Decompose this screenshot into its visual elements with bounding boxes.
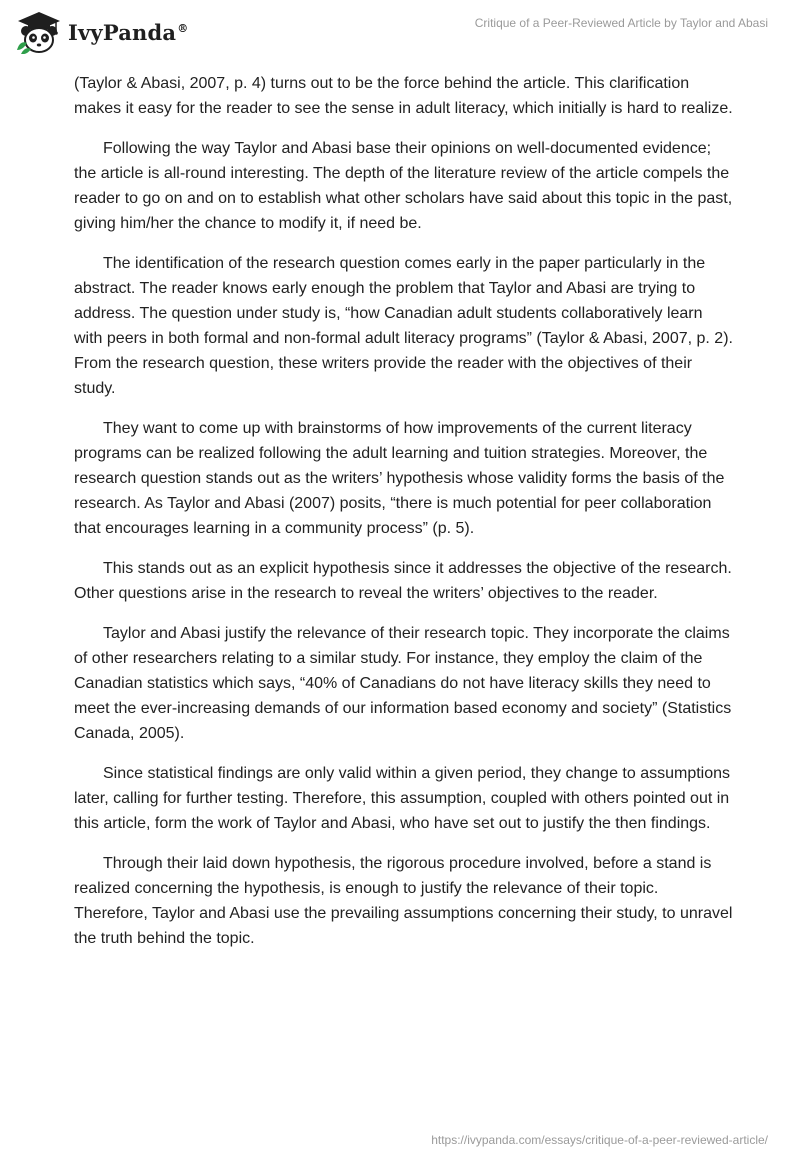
paragraph: Since statistical findings are only valid within a given period, they change to assumptions later, calling for further testing. Therefore, this assumption, coupled with others pointed out in this article, form the work of Taylor and Abasi, who have set out to justify the then findings. [74, 765, 731, 832]
panda-graduate-icon [14, 10, 64, 54]
paragraph: The identification of the research question comes early in the paper particularly in the abstract. The reader knows early enough the problem that Taylor and Abasi are trying to address. The question under study is, “how Canadian adult students collaboratively learn with peers in both formal and non-formal adult literacy programs” (Taylor & Abasi, 2007, p. 2). From the research question, these writers provide the reader with the objectives of their study. [74, 255, 733, 397]
paragraph: They want to come up with brainstorms of how improvements of the current literacy programs can be realized following the adult learning and tuition strategies. Moreover, the research question stands out as the writers’ hypothesis whose validity forms the basis of the research. As Taylor and Abasi (2007) posits, “there is much potential for peer collaboration that encourages learning in a community process” (p. 5). [74, 420, 725, 537]
logo-wordmark: IvyPanda® [68, 19, 189, 45]
paragraph: Taylor and Abasi justify the relevance of their research topic. They incorporate the claims of other researchers relating to a similar study. For instance, they employ the claim of the Canadian statistics which says, “40% of Canadians do not have literacy skills they need to meet the ever-increasing demands of our information based economy and society” (Statistics Canada, 2005). [74, 625, 732, 742]
page-header [0, 0, 800, 60]
essay-body [74, 71, 734, 966]
source-url-link[interactable]: https://ivypanda.com/essays/critique-of-a-peer-reviewed-article/ [431, 1133, 768, 1147]
paragraph: Following the way Taylor and Abasi base their opinions on well-documented evidence; the article is all-round interesting. The depth of the literature review of the article compels the reader to go on and on to establish what other scholars have said about this topic in the past, giving him/her the chance to modify it, if need be. [74, 140, 733, 232]
paragraph: (Taylor & Abasi, 2007, p. 4) turns out to be the force behind the article. This clarification makes it easy for the reader to see the sense in adult literacy, which initially is hard to realize. [74, 75, 733, 117]
document-title: Critique of a Peer-Reviewed Article by Taylor and Abasi [474, 16, 768, 30]
paragraph: This stands out as an explicit hypothesis since it addresses the objective of the research. Other questions arise in the research to reveal the writers’ objectives to the reader. [74, 560, 732, 602]
paragraph: Through their laid down hypothesis, the rigorous procedure involved, before a stand is realized concerning the hypothesis, is enough to justify the relevance of their topic. Therefore, Taylor and Abasi use the prevailing assumptions concerning their study, to unravel the truth behind the topic. [74, 855, 733, 947]
ivypanda-logo[interactable] [14, 10, 188, 54]
